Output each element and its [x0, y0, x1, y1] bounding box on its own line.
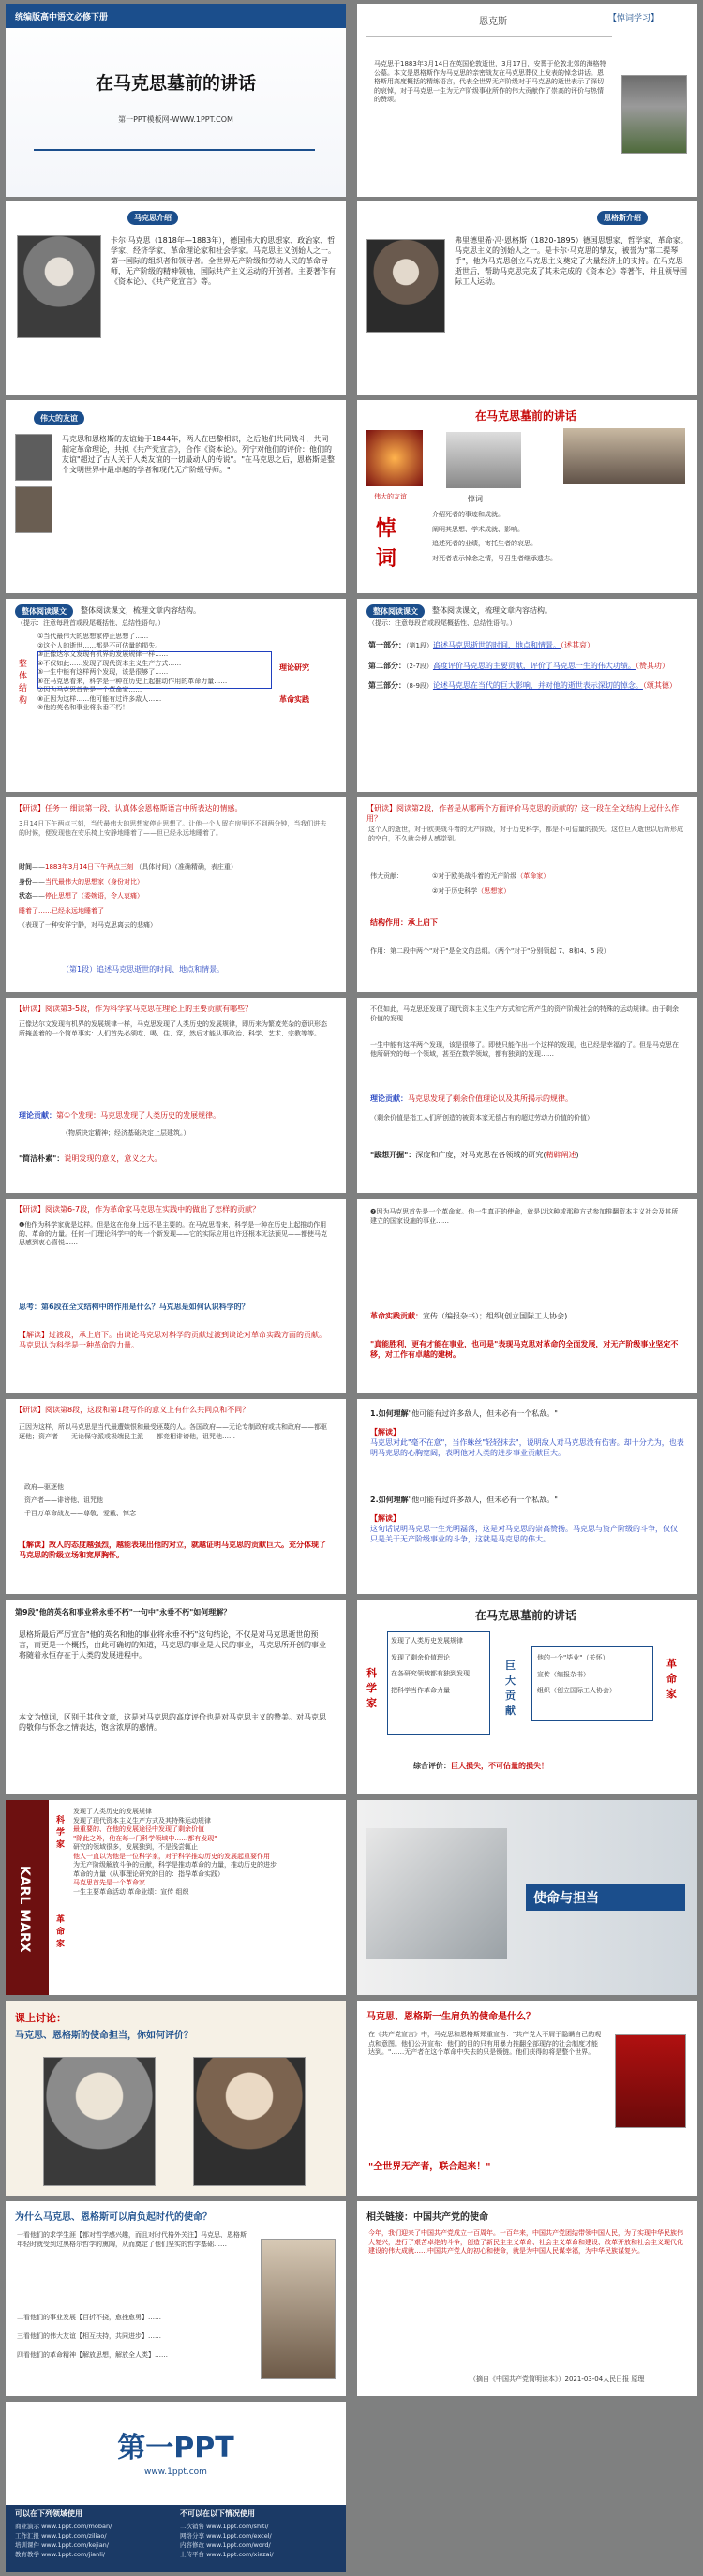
contribution-lines [73, 1808, 340, 1897]
line-5: 研究的领域很多，发展独到，不是浅尝辄止 [73, 1843, 198, 1851]
answer-text: 【解读】敌人的态度越强烈，越能表现出他的对立，就越证明马克思的贡献巨大。充分体现了马克思的阶级立场和宽厚胸怀。 [19, 1541, 326, 1559]
slide-friendship[interactable] [6, 400, 346, 593]
marx-photo [43, 2057, 156, 2186]
scientist-items [391, 1637, 488, 1695]
left-role: 科学家 [366, 1667, 377, 1709]
side-char-1: 悼 [376, 517, 397, 541]
answer-line-2: "简洁朴素"：说明发现的意义，意义之大。 [19, 1154, 162, 1163]
point-1: 介绍死者的事迹和成就。 [432, 511, 504, 518]
slide-reading-paragraphs[interactable] [6, 599, 346, 792]
reason-1: 一看他们的求学生涯【都对哲学感兴趣，而且对时代格外关注】马克思、恩格斯年轻时就受到过黑格尔哲学的熏陶，从而奠定了他们坚实的哲学基础…… [17, 2231, 247, 2248]
slide-summary-diagram[interactable] [357, 1600, 697, 1794]
hint-text: （提示：注意每段首或段尾概括性、总结性语句。） [368, 619, 516, 627]
theory-bracket [37, 651, 272, 689]
slogan: "全世界无产者，联合起来！" [368, 2162, 491, 2172]
marx-portrait [17, 235, 101, 338]
attitude-3: 千百万革命战友——尊敬、爱戴、悼念 [24, 1510, 136, 1517]
passage-1: 不仅如此，马克思还发现了现代资本主义生产方式和它所产生的资产阶级社会的特殊的运动规律。由于剩余价值的发现…… [370, 1005, 679, 1022]
eulogy-points [432, 511, 620, 563]
statue-photo [261, 2239, 336, 2379]
part-3: 第三部分：（8-9段）论述马克思在当代的巨大影响，并对他的逝世表示深切的悼念。（颂其德） [368, 681, 677, 690]
allowed-heading: 可以在下列领域使用 [15, 2509, 82, 2518]
answer-line-1: 理论贡献：第①个发现：马克思发现了人类历史的发展规律。 [19, 1111, 221, 1120]
slide-party-mission[interactable] [357, 2201, 697, 2396]
revolutionary-items [537, 1654, 653, 1696]
engels-small-portrait [15, 486, 52, 533]
para-7: ⑦因为马克思首先是一个革命家…… [37, 686, 142, 693]
forbidden-1[interactable]: 二次销售 www.1ppt.com/shiti/ [180, 2523, 269, 2530]
slide-immortal[interactable] [6, 1600, 346, 1794]
answer-2: 【解读】 这句话说明马克思一生光明磊落，这是对马克思的崇高赞扬。马克思与资产阶级的斗争，仅仅只是关于无产阶级事业的斗争，这就是马克思的伟大。 [370, 1514, 678, 1543]
engels-bio: 弗里德里希·冯·恩格斯（1820-1895）德国思想家、哲学家、革命家。马克思主义的创始人之一。是卡尔·马克思的挚友，被誉为"第二提琴手"，他为马克思创立马克思主义奠定了大量经济上的支持。在马克思逝世后，帮助马克思完成了其未完成的《资本论》等著作，并且领导国际工人运动。 [455, 236, 688, 286]
summary-line: 作用：第二段中两个"对于"是全文的总纲。（两个"对于"分别领起 7、8和4、5 段） [370, 947, 610, 955]
slide-title: 相关链接：中国共产党的使命 [366, 2212, 488, 2223]
slide-study-task-1[interactable] [6, 797, 346, 992]
task-text: 【研读】任务一 细读第一段，认真体会恩格斯语言中所表达的情感。 [15, 804, 243, 812]
summary-line: （第1段）追述马克思逝世的时间、地点和情景。 [62, 965, 225, 974]
line-2: 发现了现代资本主义生产方式及其特殊运动规律 [73, 1816, 211, 1824]
tag-revolutionary: 革命家 [56, 1915, 66, 1949]
item-2: 发现了剩余价值理论 [391, 1653, 450, 1661]
part-1: 第一部分：（第1段）追述马克思逝世的时间、地点和情景。（述其哀） [368, 641, 594, 649]
passage-text: ❹他作为科学家就是这样。但是这在他身上远不是主要的。在马克思看来，科学是一种在历史上起推动作用的、革命的力量。任何一门理论科学中的每一个新发现——它的实际应用也许还根本无法预见——都使马克思感到衷心喜悦…… [19, 1221, 327, 1246]
slide-marx-intro[interactable] [6, 201, 346, 395]
question-1: 1.如何理解"他可能有过许多敌人，但未必有一个私敌。" [370, 1409, 558, 1418]
candle-photo [446, 432, 521, 488]
discussion-prompt: 课上讨论： [15, 2012, 67, 2024]
ritem-1: 他的一个"毕业"（关怀） [537, 1654, 609, 1661]
section-heading: 伟大的友谊 [34, 411, 84, 425]
analysis-rows [19, 863, 337, 940]
answer-line-2: "跋想开掘"：深度和广度，对马克思在各领域的研究(精辟阐述) [370, 1151, 579, 1159]
body-text: 今年，我们迎来了中国共产党成立一百周年。一百年来，中国共产党团结带领中国人民，为了实现中华民族伟大复兴，进行了艰苦卓绝的斗争，创造了新民主主义革命、社会主义革命和建设、改革开放和社会主义现代化建设的伟大成就……中国共产党人的初心和使命，就是为中国人民谋幸福，为中华民族谋复兴。 [368, 2229, 683, 2255]
quote-text: 3月14日下午两点三刻，当代最伟大的思想家停止思想了。让他一个人留在房里还不到两分钟，当我们进去的时候，便发现他在安乐椅上安静地睡着了——但已经永远地睡着了。 [19, 820, 327, 837]
slide-study-task-2[interactable] [357, 797, 697, 992]
slide-study-task-8[interactable] [357, 1399, 697, 1594]
reason-4: 四看他们的革命精神【解放思想，解放全人类】…… [17, 2351, 168, 2359]
state2-row: 睡着了……已经永远地睡着了 [19, 906, 104, 915]
slide-reading-parts[interactable] [357, 599, 697, 792]
question-2: 2.如何理解"他可能有过许多敌人，但未必有一个私敌。" [370, 1496, 558, 1504]
para-3: ③正像达尔文发现有机界的发展规律一样…… [37, 650, 169, 658]
lead-text: 整体阅读课文，梳理文章内容结构。 [81, 606, 201, 615]
tomb-photo [621, 75, 687, 154]
quote-text: 这个人的逝世，对于欧美战斗着的无产阶级，对于历史科学，都是不可估量的损失。这位巨人逝世以后所形成的空白，不久就会使人感觉到。 [368, 826, 683, 842]
item-3: 在各研究领域都有独到发现 [391, 1670, 470, 1677]
parts-list [368, 640, 687, 692]
slide-why-mission[interactable] [6, 2201, 346, 2396]
slide-study-task-4[interactable] [357, 998, 697, 1193]
section-title: 使命与担当 [533, 1891, 599, 1906]
forbidden-3[interactable]: 内容修改 www.1ppt.com/word/ [180, 2541, 271, 2549]
slide-contribution-map[interactable] [6, 1800, 346, 1995]
line-8: 革命的力量（从事理论研究的目的：指导革命实践） [73, 1869, 224, 1878]
line-1: 发现了人类历史的发展规律 [73, 1808, 152, 1815]
section-heading: 整体阅读课文 [366, 604, 425, 618]
passage-text: 正因为这样，所以马克思是当代最遭嫉恨和最受诬蔑的人。各国政府——无论专制政府或共和政府——都驱逐他；资产者——无论保守派或极端民主派——都竞相诽谤他，诅咒他…… [19, 1423, 327, 1440]
marx-small-portrait [15, 434, 52, 481]
slide-discussion[interactable] [6, 2001, 346, 2196]
slide-title: 在马克思墓前的讲话 [474, 1609, 576, 1622]
tag-scientist: 科学家 [56, 1816, 66, 1850]
reason-3: 三看他们的伟大友谊【相互扶持，共同进步】…… [17, 2332, 161, 2340]
slide-license[interactable] [6, 2402, 346, 2572]
task-text: 【研读】阅读第6-7段，作为革命家马克思在实践中的做出了怎样的贡献？ [15, 1205, 261, 1214]
allowed-2[interactable]: 工作汇报 www.1ppt.com/ziliao/ [15, 2532, 107, 2539]
passage-text: 正像达尔文发现有机界的发展规律一样，马克思发现了人类历史的发展规律，即历来为繁茂芜杂的意识形态所掩盖着的一个简单事实：人们首先必须吃、喝、住、穿，然后才能从事政治、科学、艺术、宗教等等。 [19, 1020, 327, 1037]
slide-study-task-3[interactable] [6, 998, 346, 1193]
line-3: 最重要的、在他的发展途径中发现了剩余价值 [73, 1825, 204, 1833]
attitude-2: 资产者——诽谤他、诅咒他 [24, 1496, 103, 1504]
structure-tag: 整体结构 [19, 660, 28, 706]
task-text: 【研读】阅读第8段，这段和第1段写作的意义上有什么共同点和不同？ [15, 1406, 250, 1414]
marx-bio: 卡尔·马克思（1818年—1883年），德国伟大的思想家、政治家、哲学家、经济学家、革命理论家和社会学家。马克思主义创始人之一。第一国际的组织者和领导者。全世界无产阶级和劳动人民的革命导师，无产阶级的精神领袖，国际共产主义运动的开创者。主要著作有《资本论》、《共产党宣言》等。 [111, 236, 336, 286]
para-6: ⑥在马克思看来，科学是一种在历史上起推动作用的革命力量…… [37, 677, 228, 685]
eulogy-intro-text: 马克思于1883年3月14日在英国伦敦逝世，3月17日，安葬于伦敦北郊的海格特公墓。本文是恩格斯作为马克思的亲密战友在马克思葬仪上发表的悼念讲话。恩格斯用高度概括的精练语言，代表全世界无产阶级对于马克思的逝世表示了深切的哀悼，对于马克思一生为无产阶级事业所作的伟大贡献作了崇高的评价与热情的赞颂。 [374, 60, 606, 103]
allowed-list [15, 2522, 174, 2559]
point-2: 阐明其思想、学术成就、影响。 [432, 525, 524, 533]
task-text: 【研读】阅读第2段，作者是从哪两个方面评价马克思的贡献的？这一段在全文结构上起什么作用？ [366, 804, 680, 823]
forbidden-heading: 不可以在以下情况使用 [180, 2509, 255, 2518]
center-label: 巨大贡献 [505, 1660, 516, 1717]
ritem-2: 宣传（编报杂书） [537, 1670, 590, 1678]
forbidden-2[interactable]: 网络分享 www.1ppt.com/excel/ [180, 2532, 272, 2539]
architecture-photo [366, 1828, 507, 1959]
state1-row: 状态——停止思想了（委婉语，令人哀痛） [19, 892, 143, 900]
brace-theory: 理论研究 [279, 663, 309, 672]
candle-image [366, 430, 423, 486]
manifesto-text: 在《共产党宣言》中，马克思和恩格斯郑重宣告："共产党人不屑于隐瞒自己的观点和意图。他们公开宣布：他们的目的只有用暴力推翻全部现存的社会制度才能达到。"……无产者在这个革命中失去的只是锁链。他们获得的将是整个世界。 [368, 2031, 602, 2056]
allowed-3[interactable]: 培训课件 www.1ppt.com/kejian/ [15, 2541, 109, 2549]
passage-2: 一生中能有这样两个发现，该是很够了。即使只能作出一个这样的发现，也已经是幸福的了。但是马克思在他所研究的每一个领域，甚至在数学领域，都有独到的发现…… [370, 1041, 679, 1058]
slide-title: 在马克思墓前的讲话 [474, 409, 576, 423]
answer-1: 【解读】 马克思对此"毫不在意"，当作蛛丝"轻轻抹去"，说明敌人对马克思没有伤害。却十分尤为，也表明马克思的心胸宽阔，表明他对人类的进步事业贡献巨大。 [370, 1428, 684, 1457]
body-1: 恩格斯最后严厉宣告"他的英名和他的事业将永垂不朽"这句结论，不仅是对马克思逝世的预言，而更是一个概括，由此可确切的知道，马克思的事业是人民的事业，马克思所开创的事业将随着永恒存在于人类的发展进程中。 [19, 1630, 326, 1660]
lead-text: 整体阅读课文，梳理文章内容结构。 [432, 606, 552, 615]
task-text: 【研读】阅读第3-5段，作为科学家马克思在理论上的主要贡献有哪些？ [15, 1005, 253, 1013]
allowed-4[interactable]: 教育教学 www.1ppt.com/jianli/ [15, 2551, 106, 2558]
part-2: 第二部分：（2-7段）高度评价马克思的主要贡献，评价了马克思一生的伟大功绩。（赞其功） [368, 661, 669, 670]
structure-effect: 结构作用：承上启下 [370, 918, 438, 927]
slide-title[interactable] [6, 4, 346, 197]
para-4: ④不仅如此……发现了现代资本主义生产方式…… [37, 659, 182, 667]
para-5: ⑤一生中能有这样两个发现，该是很够了…… [37, 668, 169, 676]
statue-photo [563, 428, 685, 484]
line-9: 马克思首先是一个革命家 [73, 1879, 145, 1886]
source-note: （摘自《中国共产党简明读本》）2021-03-04人民日报 原理 [470, 2375, 645, 2383]
slide-study-task-5[interactable] [6, 1199, 346, 1393]
question-text: 思考：第6段在全文结构中的作用是什么？马克思是如何认识科学的？ [19, 1303, 249, 1311]
side-char-2: 词 [376, 547, 397, 571]
engels-photo [193, 2057, 306, 2186]
reason-2: 二看他们的事业发展【百折不挠，愈挫愈勇】…… [17, 2314, 161, 2321]
answer-line-1: 理论贡献：马克思发现了剩余价值理论以及其所揭示的规律。 [370, 1094, 573, 1103]
logo-url: www.1ppt.com [144, 2467, 207, 2477]
forbidden-list [180, 2522, 339, 2559]
section-heading: 整体阅读课文 [15, 604, 73, 618]
attitude-1: 政府—驱逐他 [24, 1483, 64, 1491]
banner-text: KARL MARX [17, 1866, 32, 1953]
answer-line: 革命实践贡献：宣传（编报杂书）；组织(创立国际工人协会) [370, 1312, 568, 1320]
contribution-2: ②对于历史科学（思想家） [432, 887, 511, 895]
passage-text: ❼因为马克思首先是一个革命家。他一生真正的使命，就是以这种或那种方式参加推翻资本主义社会及其所建立的国家设施的事业…… [370, 1208, 679, 1225]
slide-engels-intro[interactable] [357, 201, 697, 395]
ritem-3: 组织（创立国际工人协会） [537, 1687, 616, 1694]
line-7: 为无产阶级解放斗争的贡献，科学是推动革命的力量，推动历史的进步 [73, 1861, 277, 1869]
engels-portrait [366, 239, 445, 333]
answer-note: "真能胜利，更有才能在事业，也可是"表现马克思对革命的全面发展，对无产阶级事业坚定不移，对工作有卓越的建树。 [370, 1340, 679, 1359]
divider [34, 149, 315, 151]
body-2: 本文为悼词，区别于其他文章，这是对马克思的高度评价也是对马克思主义的赞美。对马克思的敬仰与怀念之情表达，饱含浓厚的感情。 [19, 1713, 326, 1732]
overall-evaluation: 综合评价：巨大损失，不可估量的损失！ [413, 1762, 548, 1770]
hint-text: （提示：注意每段首或段尾概括性、总结性语句。） [17, 619, 165, 627]
friendship-label: 伟大的友谊 [374, 493, 407, 500]
item-4: 把科学当作革命力量 [391, 1686, 450, 1694]
word-label: 悼词 [468, 495, 483, 503]
para-9: ⑨他的英名和事业将永垂不朽！ [37, 704, 129, 711]
page-title: 在马克思墓前的讲话 [95, 73, 256, 94]
brace-practice: 革命实践 [279, 695, 309, 704]
para-2: ②这个人的逝世……都是不可估量的损失。 [37, 641, 162, 649]
right-role: 革命家 [666, 1658, 677, 1700]
slide-study-task-7[interactable] [6, 1399, 346, 1594]
para-8: ⑧正因为这样……他可能有过许多敌人…… [37, 694, 162, 703]
section-heading: 恩格斯介绍 [597, 211, 648, 225]
para-1: ①当代最伟大的思想家停止思想了…… [37, 633, 149, 640]
divider [366, 36, 612, 37]
point-3: 追述死者的业绩，寄托生者的哀思。 [432, 540, 537, 547]
line-6: 他人一直以为他是一位科学家，对于科学推动历史的发展起重要作用 [73, 1852, 270, 1860]
forbidden-4[interactable]: 上传平台 www.1ppt.com/xiazai/ [180, 2551, 274, 2558]
contribution-1: ①对于欧美战斗着的无产阶级（革命家） [432, 872, 550, 880]
line-10: 一生主要革命活动 革命业绩：宣传 组织 [73, 1887, 189, 1896]
discussion-question: 马克思、恩格斯的使命担当，你如何评价？ [15, 2031, 193, 2041]
slide-title: 为什么马克思、恩格斯可以肩负起时代的使命？ [15, 2212, 212, 2223]
answer-text: 【解读】过渡段，承上启下。由谈论马克思对科学的贡献过渡到谈论对革命实践方面的贡献。马克思认为科学是一种革命的力量。 [19, 1331, 326, 1349]
logo-text: 第一PPT [117, 2432, 234, 2464]
role-label: 伟大贡献： [370, 872, 403, 880]
task-text: 第9段"他的英名和事业将永垂不朽"一句中"永垂不朽"如何理解？ [15, 1608, 232, 1616]
answer-note: （剩余价值是指工人们所创造的被资本家无偿占有的超过劳动力价值的价值） [370, 1114, 593, 1122]
section-tag: 【悼词学习】 [608, 14, 660, 23]
friendship-text: 马克思和恩格斯的友谊始于1844年，两人在巴黎相识，之后他们共同战斗，共同制定革命理论，共拟《共产党宣言》，合作《资本论》。列宁对他们的评价：他们的友谊"超过了古人关于人类友谊的一切最动人的传说"。"在马克思之后，恩格斯是整个文明世界中最卓越的学者和现代无产阶级导师。" [62, 435, 336, 474]
slide-mission-question[interactable] [357, 2001, 697, 2196]
section-heading: 马克思介绍 [127, 211, 178, 225]
point-4: 对死者表示悼念之情，号召生者继承遗志。 [432, 554, 557, 562]
slide-eulogy-structure[interactable] [357, 400, 697, 593]
identity-row: 身份——当代最伟大的思想家（身份对比） [19, 877, 143, 886]
slide-eulogy-intro[interactable] [357, 4, 697, 197]
brand-line: 第一PPT模板网-WWW.1PPT.COM [118, 115, 233, 124]
series-label: 统编版高中语文必修下册 [15, 13, 109, 22]
slide-mission-section[interactable] [357, 1800, 697, 1995]
manifesto-cover [615, 2034, 686, 2128]
emotion-row: （表现了一种安详宁静，对马克思离去的悲痛） [19, 921, 157, 929]
speaker-name: 恩克斯 [479, 17, 507, 27]
item-1: 发现了人类历史发展规律 [391, 1637, 463, 1645]
slide-study-task-6[interactable] [357, 1199, 697, 1393]
allowed-1[interactable]: 商业演示 www.1ppt.com/moban/ [15, 2523, 112, 2530]
time-row: 时间——1883年3月14日下午两点三刻 （具体时间）（准确精确，表庄重） [19, 863, 237, 871]
line-4: "除此之外，他在每一门科学领域中……都有发现" [73, 1834, 217, 1842]
slide-title: 马克思、恩格斯一生肩负的使命是什么？ [366, 2012, 535, 2022]
answer-note: （物质决定精神；经济基础决定上层建筑。） [62, 1129, 190, 1137]
